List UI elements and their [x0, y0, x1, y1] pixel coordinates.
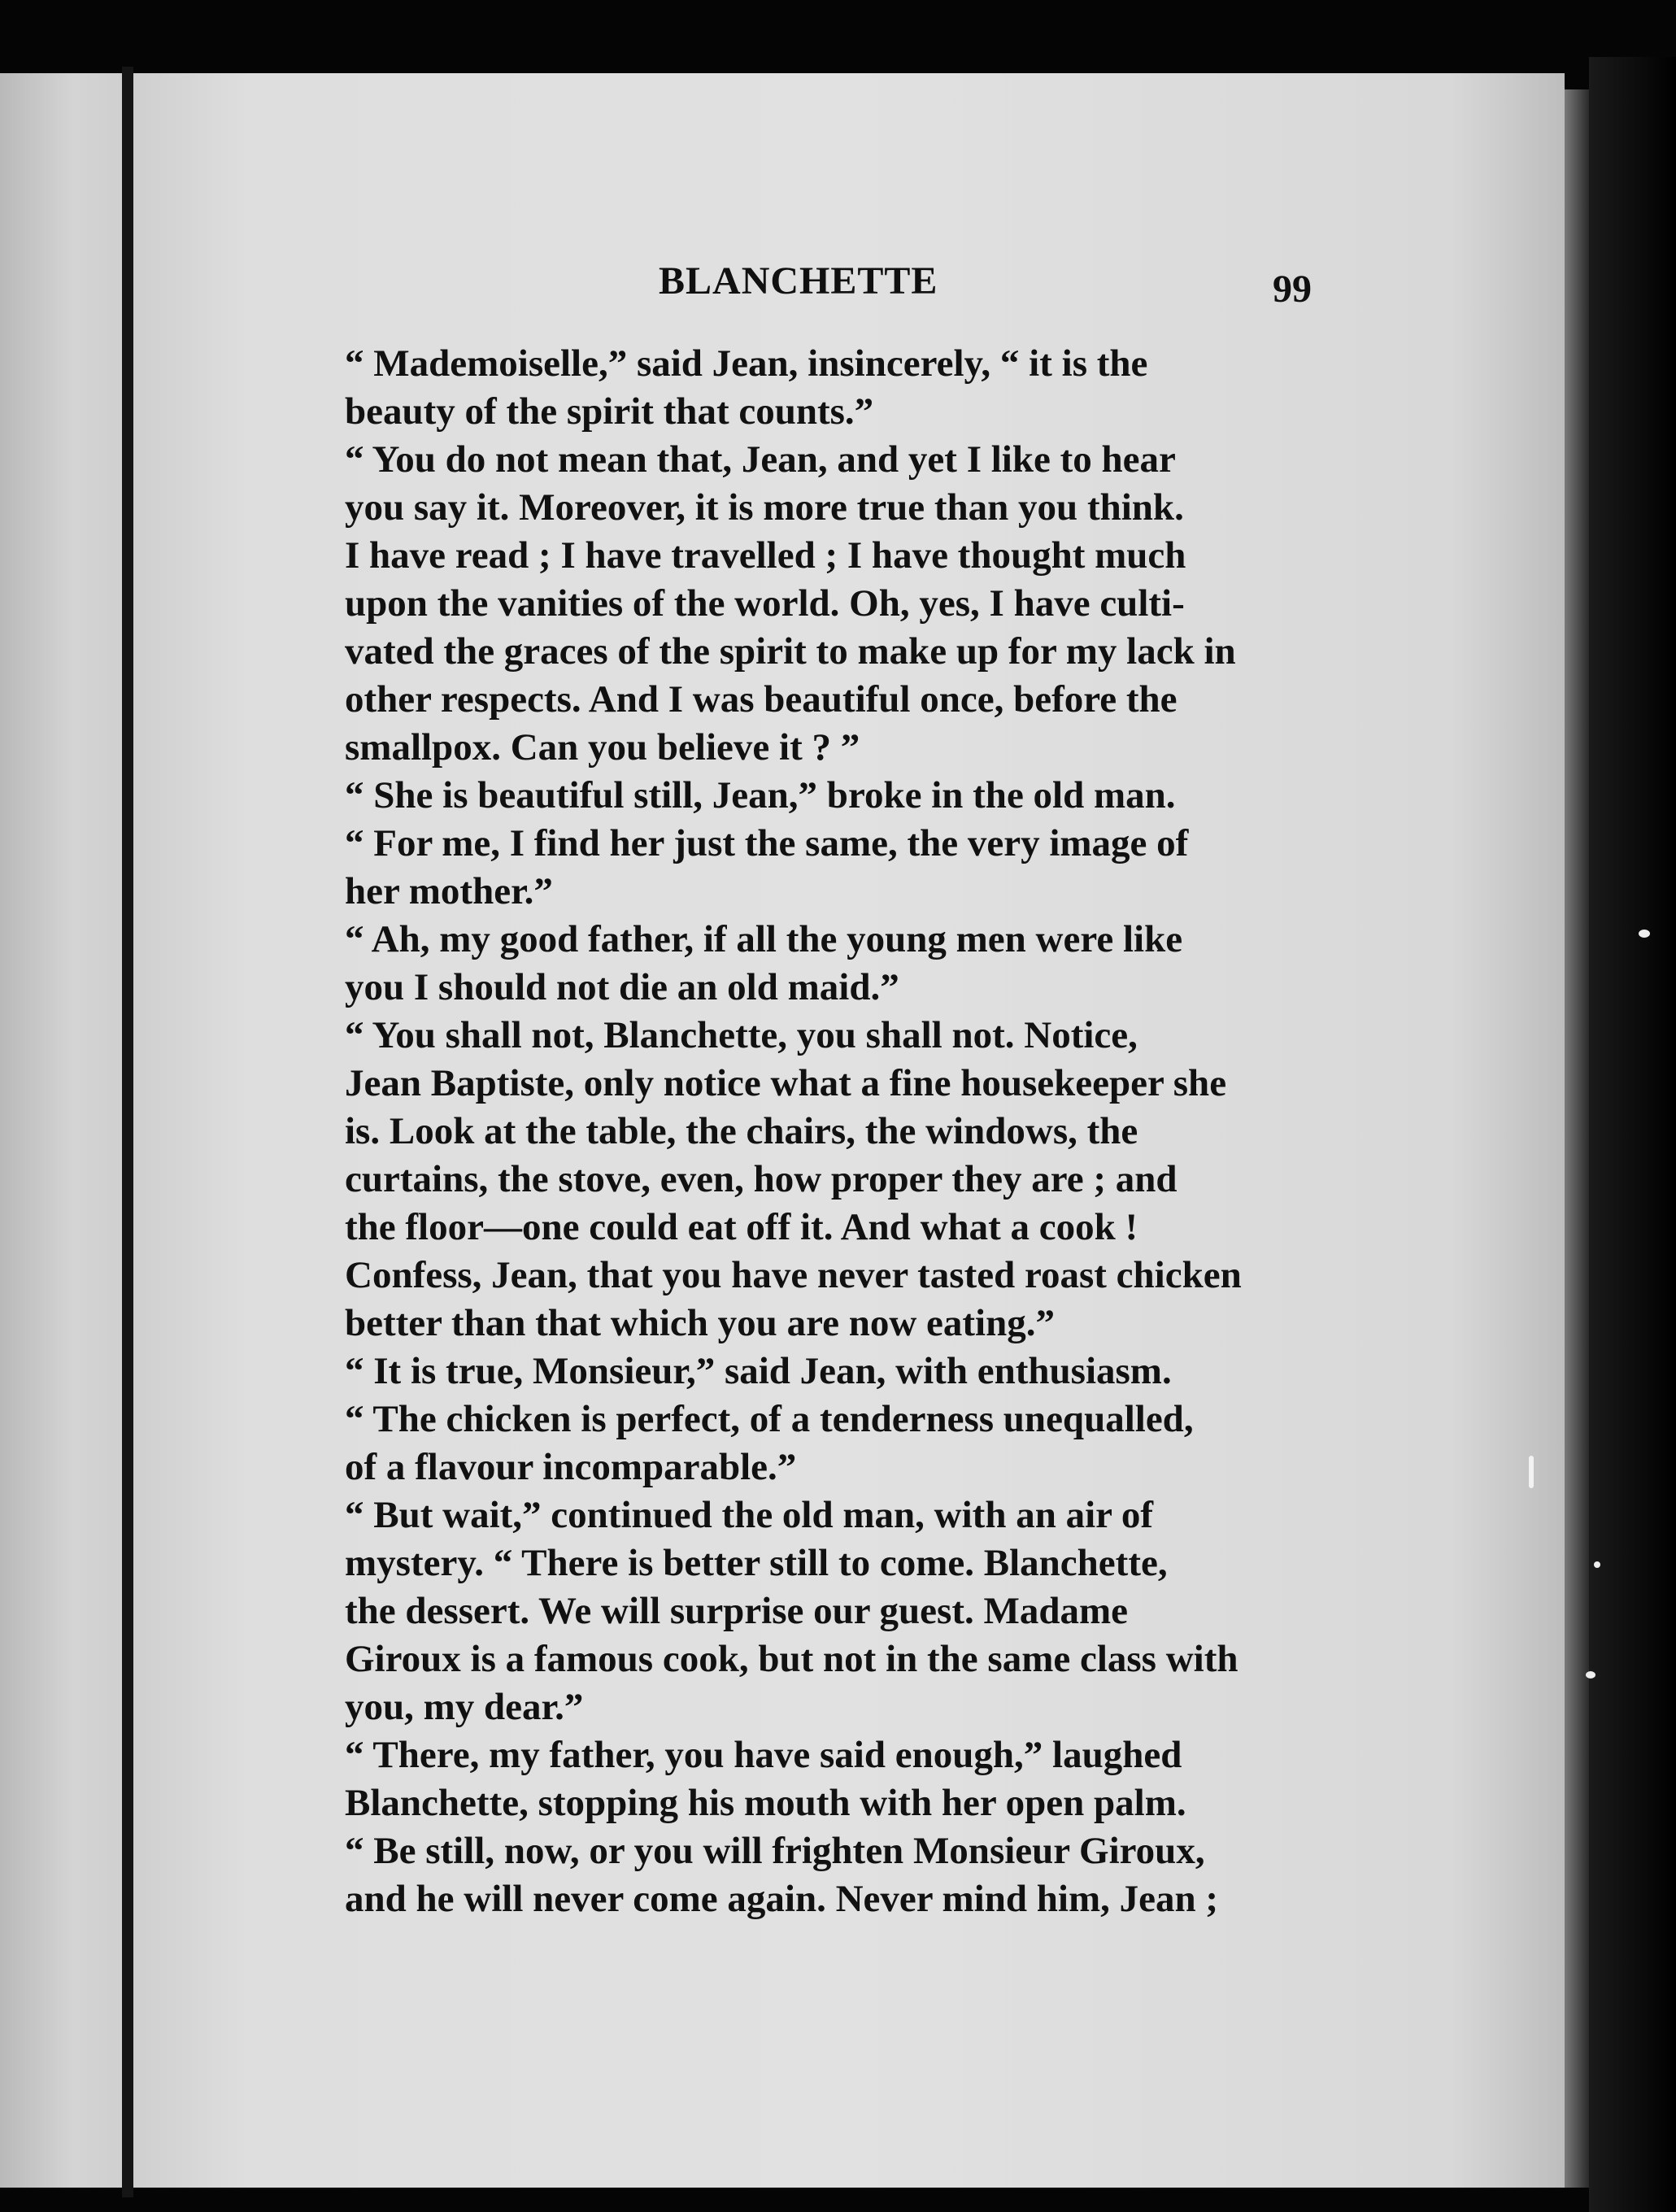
- text-line: Giroux is a famous cook, but not in the same class with: [345, 1638, 1238, 1680]
- text-line: “ For me, I find her just the same, the very image of: [345, 822, 1189, 864]
- text-line: the floor—one could eat off it. And what a cook !: [345, 1206, 1138, 1248]
- page-number: 99: [1273, 268, 1312, 311]
- text-line: mystery. “ There is better still to come. Blanchette,: [345, 1542, 1168, 1584]
- text-line: Confess, Jean, that you have never tasted roast chicken: [345, 1254, 1242, 1296]
- text-line: “ Ah, my good father, if all the young men were like: [345, 918, 1183, 960]
- text-line: “ She is beautiful still, Jean,” broke in the old man.: [345, 774, 1176, 816]
- text-line: “ You shall not, Blanchette, you shall not. Notice,: [345, 1014, 1138, 1056]
- text-line: other respects. And I was beautiful once, before the: [345, 678, 1178, 721]
- text-line: I have read ; I have travelled ; I have thought much: [345, 534, 1186, 577]
- text-line: is. Look at the table, the chairs, the windows, the: [345, 1110, 1138, 1152]
- text-line: “ It is true, Monsieur,” said Jean, with enthusiasm.: [345, 1350, 1172, 1392]
- scan-background-right: [1589, 57, 1676, 2212]
- text-line: you I should not die an old maid.”: [345, 966, 899, 1008]
- text-line: “ You do not mean that, Jean, and yet I like to hear: [345, 438, 1176, 481]
- dust-speck: [1529, 1456, 1534, 1488]
- text-line: of a flavour incomparable.”: [345, 1446, 797, 1488]
- dust-speck: [1594, 1561, 1600, 1568]
- facing-page-edge: [0, 73, 122, 2188]
- text-line: Blanchette, stopping his mouth with her open palm.: [345, 1782, 1186, 1824]
- text-line: you say it. Moreover, it is more true than you think.: [345, 486, 1184, 529]
- paragraph: [303, 1012, 1314, 1348]
- text-line: “ The chicken is perfect, of a tenderness unequalled,: [345, 1398, 1194, 1440]
- paragraph: [303, 340, 1314, 436]
- text-line: “ But wait,” continued the old man, with an air of: [345, 1494, 1154, 1536]
- running-title: BLANCHETTE: [659, 259, 938, 303]
- text-line: the dessert. We will surprise our guest. Madame: [345, 1590, 1128, 1632]
- paragraph: [303, 772, 1314, 916]
- text-line: you, my dear.”: [345, 1686, 584, 1728]
- text-line: her mother.”: [345, 870, 553, 912]
- paragraph: [303, 1348, 1314, 1491]
- text-line: better than that which you are now eating.”: [345, 1302, 1055, 1344]
- text-line: curtains, the stove, even, how proper they are ; and: [345, 1158, 1178, 1200]
- text-line: beauty of the spirit that counts.”: [345, 390, 874, 433]
- paragraph: [303, 1491, 1314, 1731]
- running-head: [0, 259, 1676, 316]
- text-line: and he will never come again. Never mind him, Jean ;: [345, 1878, 1219, 1920]
- paragraph: [303, 1731, 1314, 1923]
- text-line: “ Be still, now, or you will frighten Monsieur Giroux,: [345, 1830, 1205, 1872]
- paragraph: [303, 916, 1314, 1012]
- text-line: Jean Baptiste, only notice what a fine housekeeper she: [345, 1062, 1227, 1104]
- dust-speck: [1639, 930, 1650, 938]
- text-line: vated the graces of the spirit to make up for my lack in: [345, 630, 1236, 673]
- text-line: upon the vanities of the world. Oh, yes, I have culti-: [345, 582, 1185, 625]
- text-line: “ Mademoiselle,” said Jean, insincerely, “ it is the: [345, 342, 1148, 385]
- text-line: smallpox. Can you believe it ? ”: [345, 726, 860, 769]
- dust-speck: [1586, 1671, 1595, 1679]
- book-gutter: [122, 67, 133, 2197]
- paragraph: [303, 436, 1314, 772]
- text-line: “ There, my father, you have said enough,” laughed: [345, 1734, 1182, 1776]
- page-fore-edge: [1565, 89, 1589, 2188]
- body-text: [303, 340, 1314, 1923]
